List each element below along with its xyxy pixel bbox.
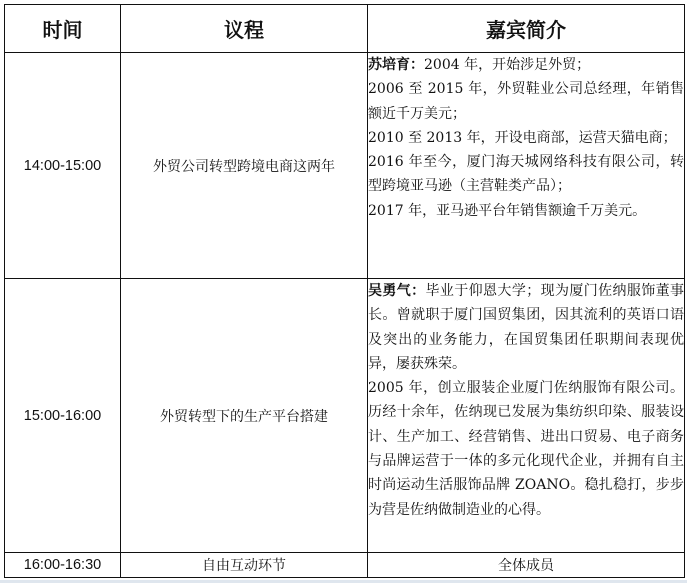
- table-row: [5, 279, 685, 553]
- bio-line: 2016 年至今，厦门海天城网络科技有限公司，转型跨境亚马逊（主营鞋类产品）；: [368, 154, 684, 195]
- header-guests: 嘉宾简介: [368, 5, 685, 53]
- time-cell: 16:00-16:30: [5, 553, 121, 578]
- bio-line: 吴勇气：毕业于仰恩大学；现为厦门佐纳服饰董事长。曾就职于厦门国贸集团，因其流利的英语口语及突出的业务能力，在国贸集团任职期间表现优异，屡获殊荣。: [368, 283, 685, 372]
- time-cell: 14:00-15:00: [5, 53, 121, 279]
- topic-cell: 自由互动环节: [121, 553, 368, 578]
- time-cell: 15:00-16:00: [5, 279, 121, 553]
- topic-cell: 外贸公司转型跨境电商这两年: [121, 53, 368, 279]
- topic-cell: 外贸转型下的生产平台搭建: [121, 279, 368, 553]
- header-time: 时间: [5, 5, 121, 53]
- agenda-table: [4, 4, 685, 578]
- header-row: [5, 5, 685, 53]
- bio-line: 2017 年，亚马逊平台年销售额逾千万美元。: [368, 202, 647, 219]
- bio-line: 2006 至 2015 年，外贸鞋业公司总经理，年销售额近千万美元；: [368, 81, 684, 122]
- guests-cell: 全体成员: [368, 553, 685, 578]
- guest-bio-cell: [368, 279, 685, 553]
- guest-bio-cell: [368, 53, 685, 279]
- table-row: [5, 553, 685, 578]
- guest-name: 吴勇气：: [368, 283, 426, 299]
- bio-line: 2005 年，创立服装企业厦门佐纳服饰有限公司。历经十余年，佐纳现已发展为集纺织印染、服装设计、生产加工、经营销售、进出口贸易、电子商务与品牌运营于一体的多元化现代企业，并拥有自主时尚运动生活服饰品牌 ZOANO。稳扎稳打，步步为营是佐纳做制造业的心得。: [368, 380, 684, 518]
- header-agenda: 议程: [121, 5, 368, 53]
- bio-line: 2010 至 2013 年，开设电商部，运营天猫电商；: [368, 129, 677, 146]
- bio-line: 苏培育：2004 年，开始涉足外贸；: [368, 57, 591, 73]
- table-row: [5, 53, 685, 279]
- guest-name: 苏培育：: [368, 57, 424, 73]
